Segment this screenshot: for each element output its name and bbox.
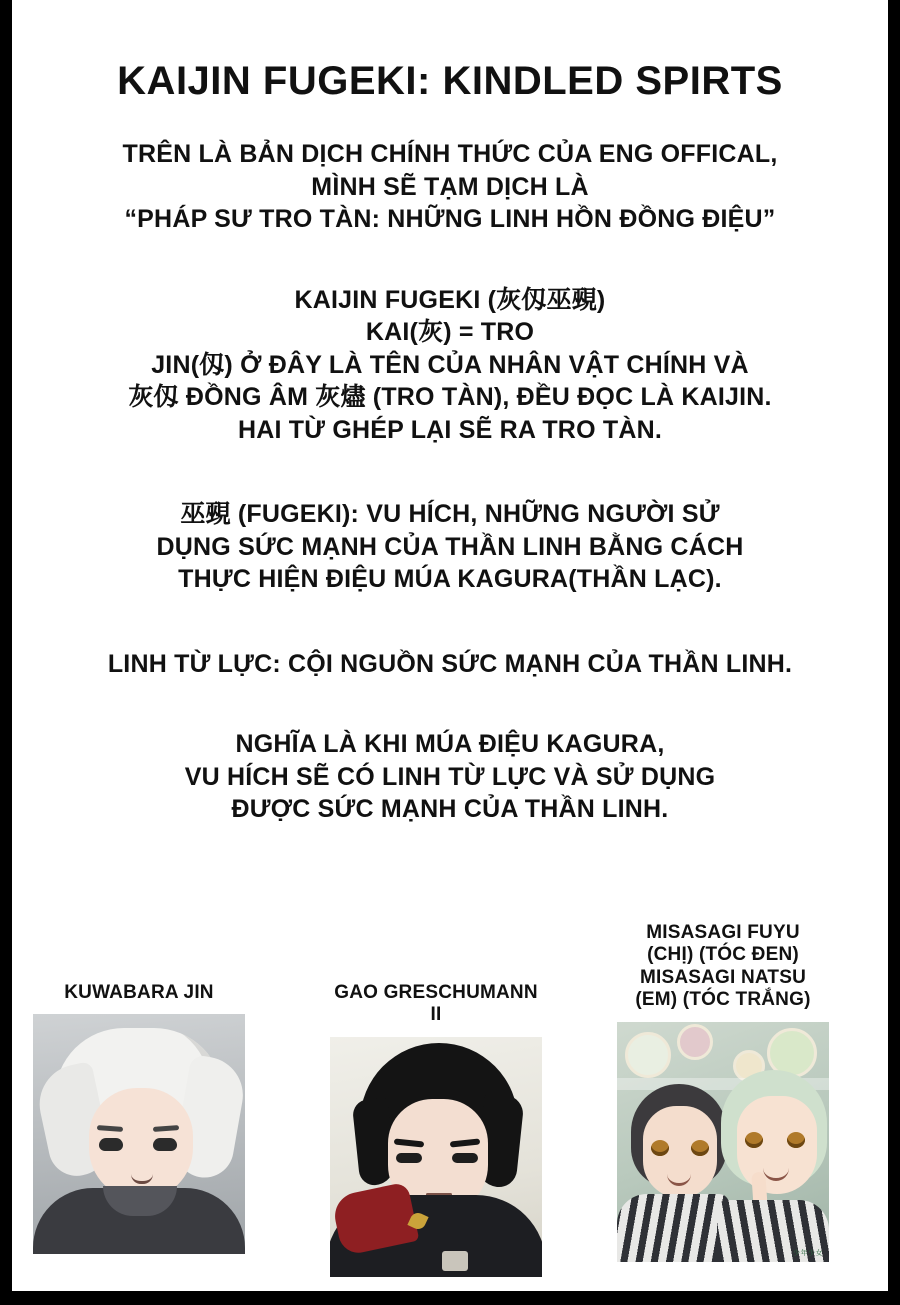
linh-tu-luc-line-1: LINH TỪ LỰC: CỘI NGUỒN SỨC MẠNH CỦA THẦN LINH.	[107, 649, 793, 678]
eye-right	[153, 1138, 177, 1151]
artist-signature: 少年少女	[793, 1249, 823, 1257]
caption-line: GAO GRESCHUMANN II	[334, 982, 538, 1026]
fugeki-line-1: 巫覡 (FUGEKI): VU HÍCH, NHỮNG NGƯỜI SỬ	[180, 500, 720, 528]
caption-line: (CHỊ) (TÓC ĐEN)	[647, 944, 799, 966]
character-card-gao-greschumann	[330, 982, 542, 1277]
fugeki-line-3: THỰC HIỆN ĐIỆU MÚA KAGURA(THẦN LẠC).	[178, 565, 722, 593]
kaijin-line-1: KAIJIN FUGEKI (灰仭巫覡)	[294, 285, 606, 314]
character-caption	[33, 982, 245, 1004]
fugeki-explanation	[40, 498, 860, 596]
summary-paragraph	[40, 728, 860, 826]
eye-right-sister-right	[787, 1132, 805, 1148]
eye-left-sister-left	[651, 1140, 669, 1156]
caption-line: (EM) (TÓC TRẮNG)	[635, 989, 811, 1011]
caption-line: MISASAGI NATSU	[639, 966, 807, 988]
intro-paragraph	[40, 138, 860, 236]
character-portrait-gao-greschumann	[330, 1037, 542, 1277]
lantern-decoration	[677, 1024, 713, 1060]
summary-line-1: NGHĨA LÀ KHI MÚA ĐIỆU KAGURA,	[235, 730, 665, 758]
summary-line-2: VU HÍCH SẼ CÓ LINH TỪ LỰC VÀ SỬ DỤNG	[184, 762, 716, 791]
caption-line: MISASAGI FUYU	[646, 922, 800, 943]
kaijin-line-3: JIN(仭) Ở ĐÂY LÀ TÊN CỦA NHÂN VẬT CHÍNH VÀ	[151, 350, 749, 379]
eye-left	[99, 1138, 123, 1151]
intro-line-3: “PHÁP SƯ TRO TÀN: NHỮNG LINH HỒN ĐỒNG ĐIỆU”	[124, 205, 776, 233]
character-caption	[330, 982, 542, 1027]
eye-left	[396, 1153, 422, 1163]
character-card-kuwabara-jin	[33, 982, 245, 1254]
character-portrait-misasagi-sisters	[617, 1022, 829, 1262]
page-title: KAIJIN FUGEKI: KINDLED SPIRTS	[117, 59, 783, 103]
intro-line-1: TRÊN LÀ BẢN DỊCH CHÍNH THỨC CỦA ENG OFFICAL,	[122, 140, 778, 168]
kaijin-line-5: HAI TỪ GHÉP LẠI SẼ RA TRO TÀN.	[238, 415, 662, 444]
eye-right	[452, 1153, 478, 1163]
kaijin-line-2: KAI(灰) = TRO	[365, 318, 535, 346]
character-portrait-kuwabara-jin	[33, 1014, 245, 1254]
note-content	[0, 58, 900, 826]
caption-line: KUWABARA JIN	[64, 982, 214, 1003]
striped-garment-left	[617, 1194, 729, 1262]
summary-line-3: ĐƯỢC SỨC MẠNH CỦA THẦN LINH.	[231, 795, 669, 823]
intro-line-2: MÌNH SẼ TẠM DỊCH LÀ	[311, 172, 589, 201]
character-card-misasagi-sisters	[617, 922, 829, 1262]
kaijin-explanation	[40, 284, 860, 447]
emblem-badge	[442, 1251, 468, 1271]
linh-tu-luc-explanation	[40, 648, 860, 681]
lantern-decoration	[625, 1032, 671, 1078]
character-caption	[617, 922, 829, 1012]
fugeki-line-2: DỤNG SỨC MẠNH CỦA THẦN LINH BẰNG CÁCH	[156, 532, 744, 561]
eye-right-sister-left	[691, 1140, 709, 1156]
kaijin-line-4: 灰仭 ĐỒNG ÂM 灰燼 (TRO TÀN), ĐỀU ĐỌC LÀ KAIJIN.	[128, 383, 772, 411]
eye-left-sister-right	[745, 1132, 763, 1148]
character-gallery	[0, 900, 900, 1300]
